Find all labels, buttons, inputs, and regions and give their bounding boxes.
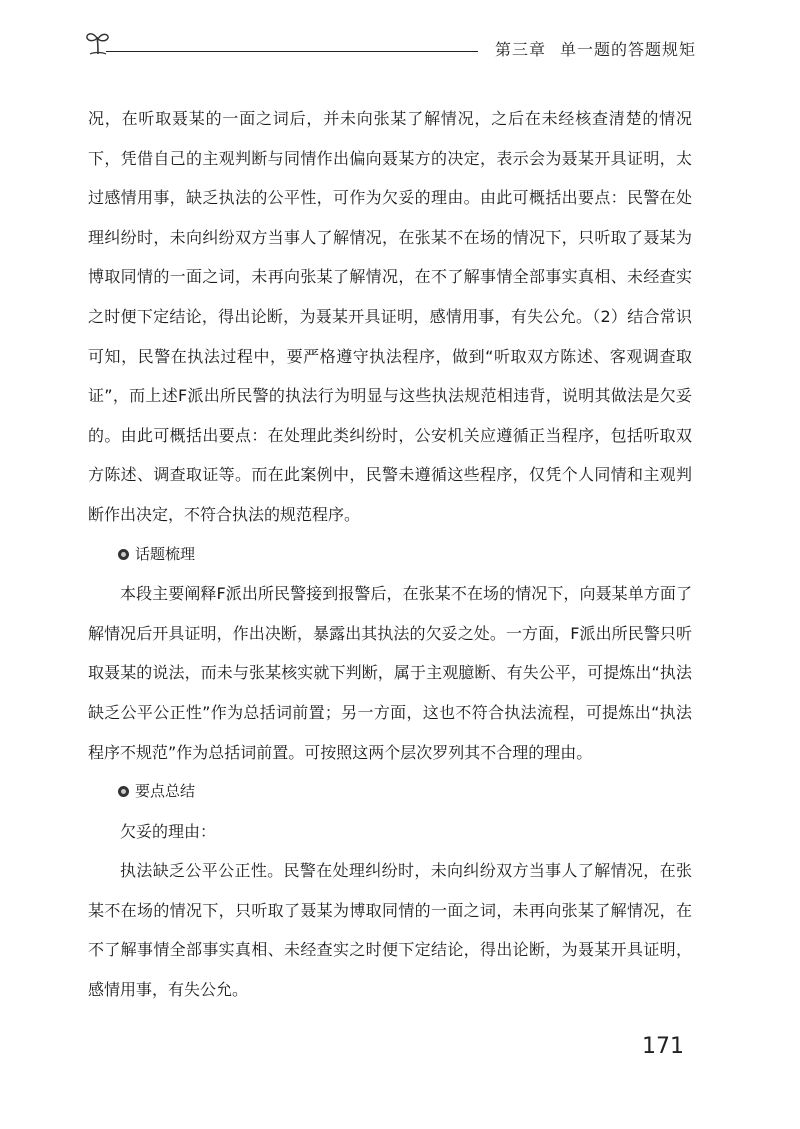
sprout-icon <box>84 28 112 58</box>
paragraph-reason-fairness: 执法缺乏公平公正性。民警在处理纠纷时，未向纠纷双方当事人了解情况，在张某不在场的情况下，只听取了聂某为博取同情的一面之词，未再向张某了解情况，在不了解事情全部事实真相、未经查实之时便下定结论，得出论断，为聂某开具证明，感情用事，有失公允。 <box>88 861 692 1000</box>
section-heading-summary <box>88 772 692 812</box>
header-rule <box>106 51 478 52</box>
running-head <box>495 37 696 60</box>
page-number: 171 <box>642 1034 684 1059</box>
bullet-icon <box>118 786 129 797</box>
chapter-label: 第三章 <box>494 40 546 59</box>
section-heading-label: 要点总结 <box>135 782 196 801</box>
bullet-icon <box>118 549 129 560</box>
section-heading-label: 话题梳理 <box>135 544 196 563</box>
paragraph-topic: 本段主要阐释F派出所民警接到报警后，在张某不在场的情况下，向聂某单方面了解情况后开具证明，作出决断，暴露出其执法的欠妥之处。一方面，F派出所民警只听取聂某的说法，而未与张某核实就下判断，属于主观臆断、有失公平，可提炼出“执法缺乏公平公正性”作为总括词前置；另一方面，这也不符合执法流程，可提炼出“执法程序不规范”作为总括词前置。可按照这两个层次罗列其不合理的理由。 <box>88 584 692 762</box>
paragraph-reasons-label: 欠妥的理由： <box>120 821 217 841</box>
section-heading-topic <box>88 535 692 575</box>
paragraph-analysis: 况，在听取聂某的一面之词后，并未向张某了解情况，之后在未经核查清楚的情况下，凭借自己的主观判断与同情作出偏向聂某方的决定，表示会为聂某开具证明，太过感情用事，缺乏执法的公平性，可作为欠妥的理由。由此可概括出要点：民警在处理纠纷时，未向纠纷双方当事人了解情况，在张某不在场的情况下，只听取了聂某为博取同情的一面之词，未再向张某了解情况，在不了解事情全部事实真相、未经查实之时便下定结论，得出论断，为聂某开具证明，感情用事，有失公允。（2）结合常识可知，民警在执法过程中，要严格遵守执法程序，做到“听取双方陈述、客观调查取证”，而上述F派出所民警的执法行为明显与这些执法规范相违背，说明其做法是欠妥的。由此可概括出要点：在处理此类纠纷时，公安机关应遵循正当程序，包括听取双方陈述、调查取证等。而在此案例中，民警未遵循这些程序，仅凭个人同情和主观判断作出决定，不符合执法的规范程序。 <box>88 109 692 524</box>
page-body <box>88 99 692 1010</box>
page-header <box>84 28 696 64</box>
chapter-title: 单一题的答题规矩 <box>559 40 696 59</box>
